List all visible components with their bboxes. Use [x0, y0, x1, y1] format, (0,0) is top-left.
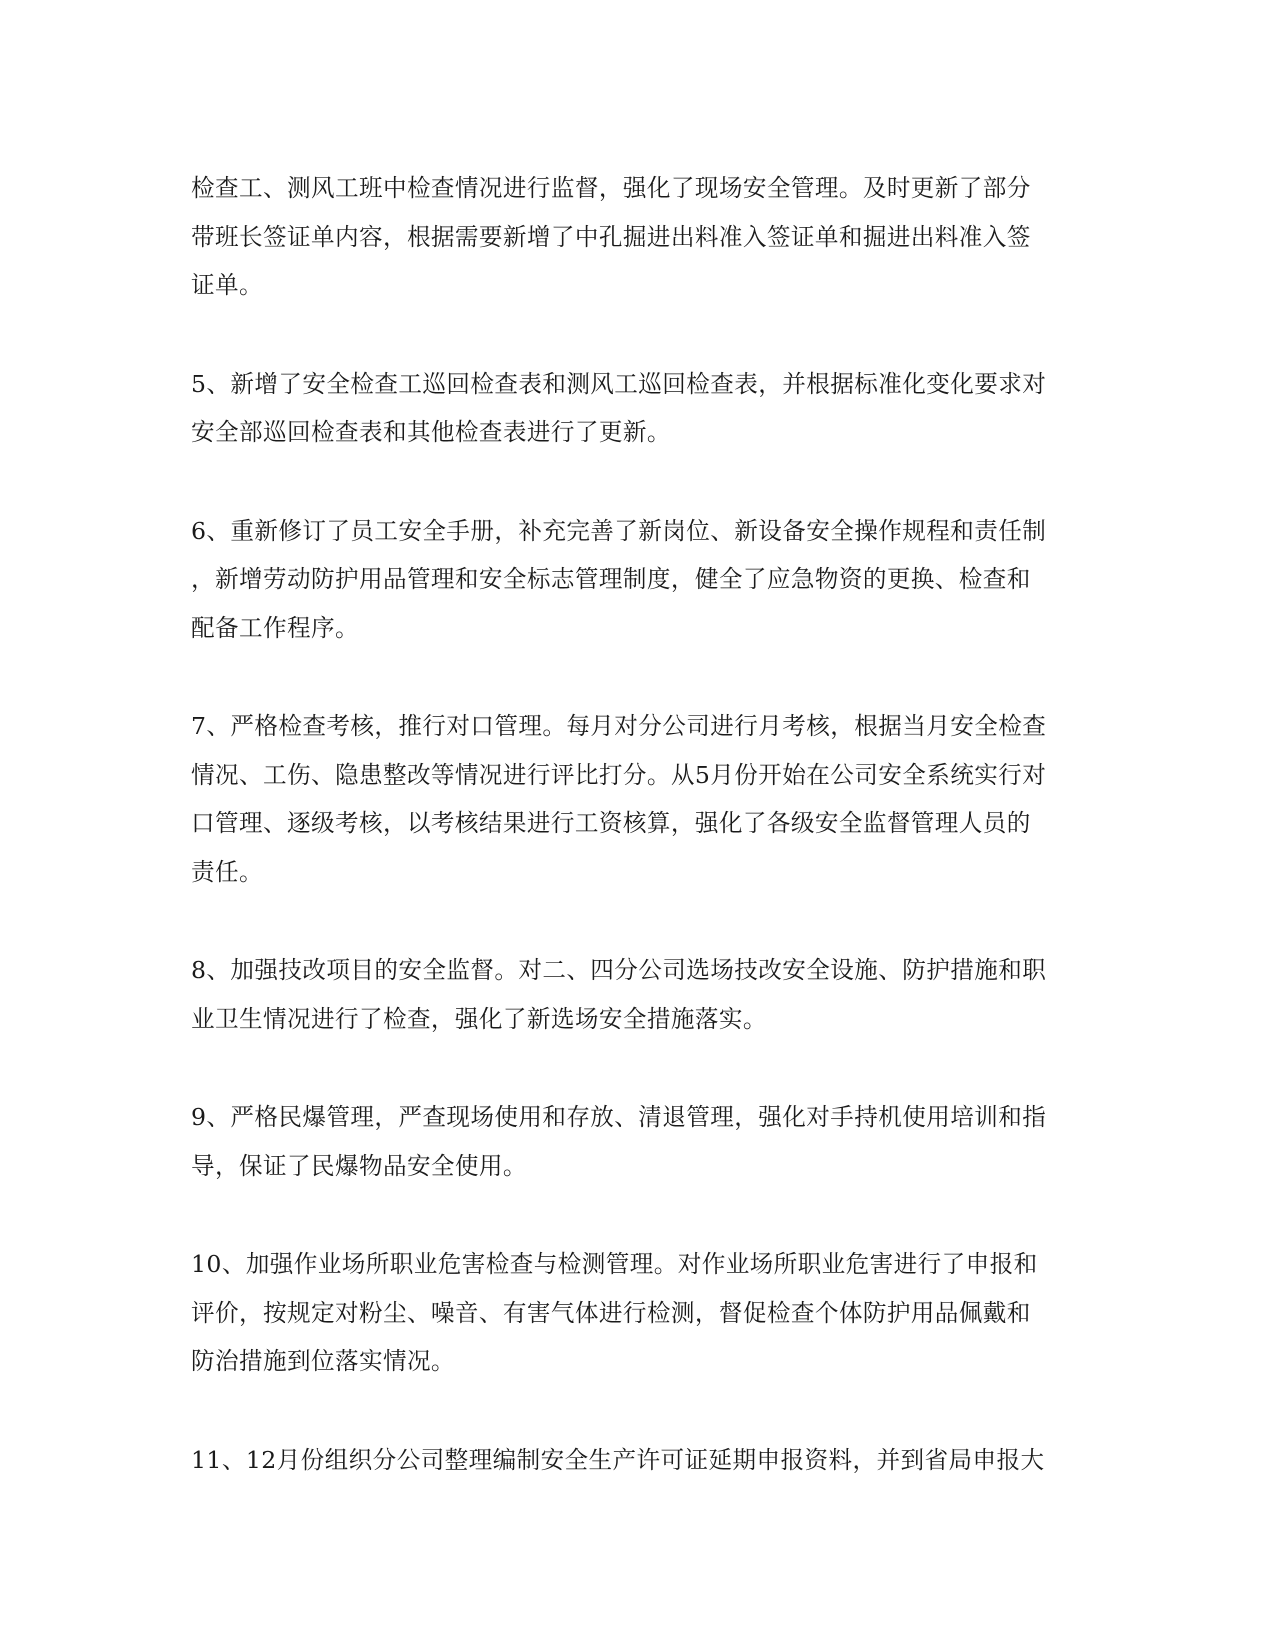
text-line: ，新增劳动防护用品管理和安全标志管理制度，健全了应急物资的更换、检查和 [191, 565, 1031, 593]
text-line: 5、新增了安全检查工巡回检查表和测风工巡回检查表，并根据标准化变化要求对 [191, 369, 1047, 398]
text-line: 情况、工伤、隐患整改等情况进行评比打分。从5月份开始在公司安全系统实行对 [191, 760, 1047, 789]
paragraph-item-11 [191, 1436, 1071, 1485]
text-line: 11、12月份组织分公司整理编制安全生产许可证延期申报资料，并到省局申报大 [191, 1445, 1045, 1474]
paragraph-item-7 [191, 702, 1071, 896]
text-line: 业卫生情况进行了检查，强化了新选场安全措施落实。 [191, 1004, 767, 1033]
paragraph-item-5 [191, 360, 1071, 457]
text-line: 防治措施到位落实情况。 [191, 1347, 455, 1375]
paragraph-continuation [191, 164, 1071, 310]
text-line: 8、加强技改项目的安全监督。对二、四分公司选场技改安全设施、防护措施和职 [191, 956, 1047, 984]
text-line: 6、重新修订了员工安全手册，补充完善了新岗位、新设备安全操作规程和责任制 [191, 516, 1047, 545]
paragraph-item-10 [191, 1240, 1071, 1386]
text-line: 带班长签证单内容，根据需要新增了中孔掘进出料准入签证单和掘进出料准入签 [191, 222, 1031, 251]
text-line: 10、加强作业场所职业危害检查与检测管理。对作业场所职业危害进行了申报和 [191, 1250, 1038, 1278]
paragraph-item-6 [191, 507, 1071, 653]
paragraph-item-8 [191, 946, 1071, 1043]
text-line: 证单。 [191, 271, 263, 299]
paragraph-item-9 [191, 1093, 1071, 1190]
text-line: 责任。 [191, 857, 263, 886]
text-line: 安全部巡回检查表和其他检查表进行了更新。 [191, 418, 671, 446]
text-line: 口管理、逐级考核，以考核结果进行工资核算，强化了各级安全监督管理人员的 [191, 809, 1031, 837]
text-line: 7、严格检查考核，推行对口管理。每月对分公司进行月考核，根据当月安全检查 [191, 712, 1047, 740]
text-line: 评价，按规定对粉尘、噪音、有害气体进行检测，督促检查个体防护用品佩戴和 [191, 1298, 1031, 1327]
text-line: 检查工、测风工班中检查情况进行监督，强化了现场安全管理。及时更新了部分 [191, 174, 1031, 202]
text-line: 9、严格民爆管理，严查现场使用和存放、清退管理，强化对手持机使用培训和指 [191, 1103, 1047, 1131]
document-body [191, 164, 1071, 1534]
text-line: 导，保证了民爆物品安全使用。 [191, 1151, 527, 1180]
text-line: 配备工作程序。 [191, 613, 359, 642]
